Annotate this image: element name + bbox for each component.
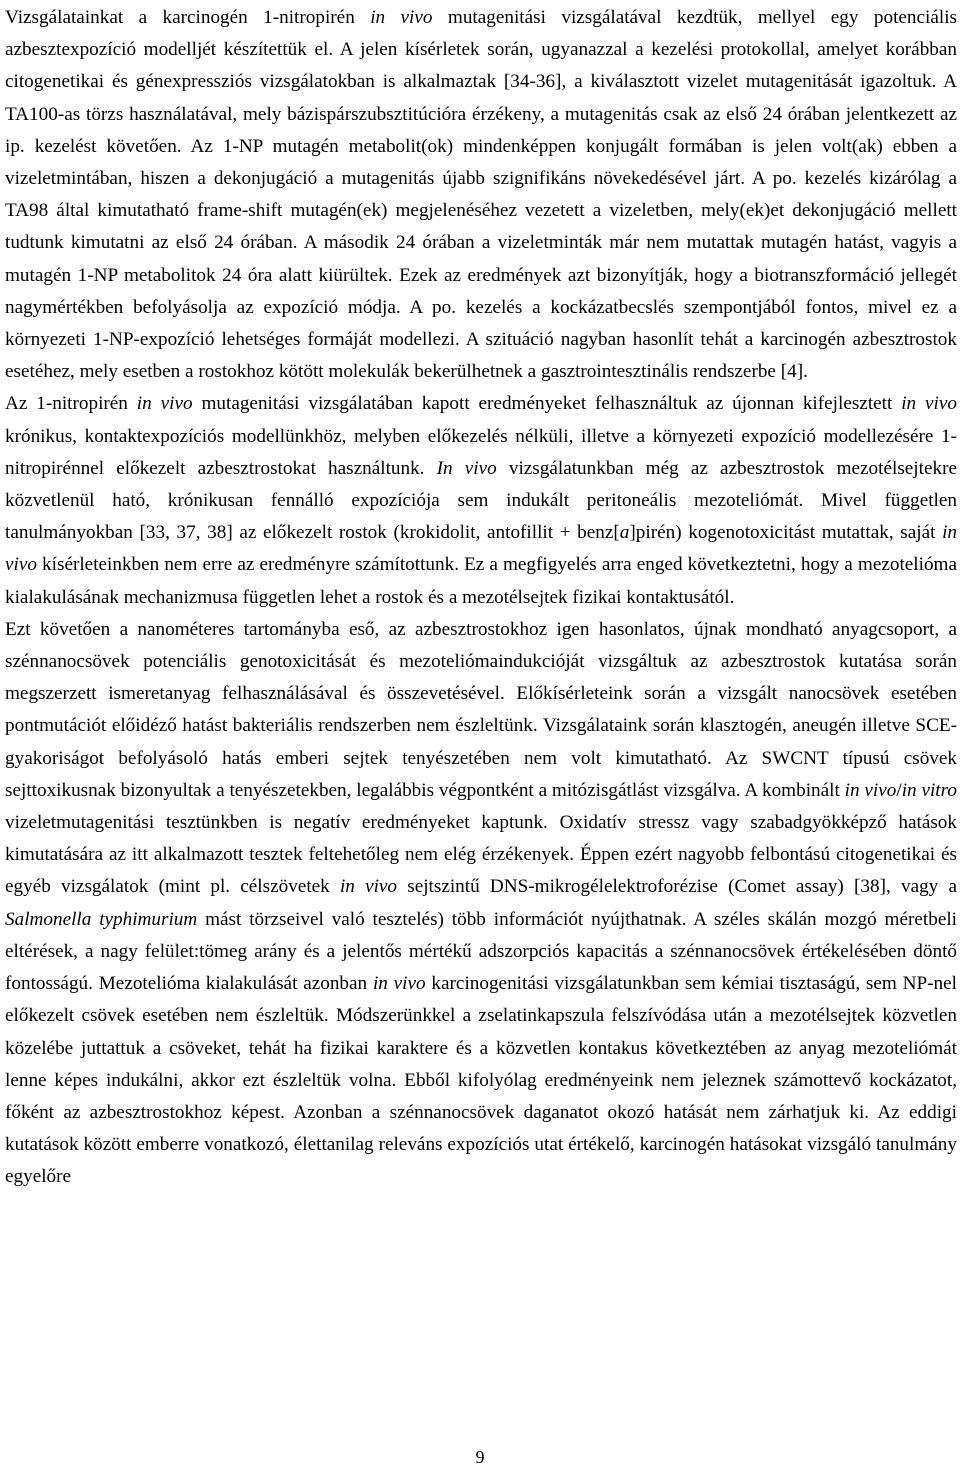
paragraph-1 [5, 0, 957, 388]
italic-text-run: Salmonella typhimurium [5, 908, 198, 930]
text-run: / [896, 779, 902, 801]
italic-text-run: in vivo [901, 393, 957, 415]
italic-text-run: In vivo [436, 457, 497, 479]
text-run: krónikus, kontaktexpozíciós modellünkhöz, melyben előkezelés nélküli, illetve a környezeti expozíció modellezésére 1-nitropirénnel előkezelt azbesztrostokat használtunk. [5, 425, 957, 479]
text-run: mást törzseivel való tesztelés) több információt nyújthatnak. A széles skálán mozgó méretbeli eltérések, a nagy felület:tömeg arány és a jelentős mértékű adszorpciós kapacitás a szénnanocsövek értékelésében döntő fontosságú. Mezotelióma kialakulását azonban [5, 908, 957, 995]
document-body [5, 0, 957, 1194]
page-number: 9 [475, 1447, 485, 1467]
italic-text-run: a [619, 522, 630, 544]
text-run: mutagenitási vizsgálatában kapott eredményeket felhasználtuk az újonnan kifejlesztett [192, 393, 902, 415]
text-run: ]pirén) kogenotoxicitást mutattak, saját [629, 522, 943, 544]
text-run: Vizsgálatainkat a karcinogén 1-nitropirén [5, 7, 371, 28]
text-run: vizsgálatunkban még az azbesztrostok mezotélsejtekre közvetlenül ható, krónikusan fennálló expozíciója sem indukált peritoneális mezoteliómát. Mivel független tanulmányokban [33, 37, 38] az előkezelt rostok (krokidolit, antofillit + benz[ [5, 457, 957, 544]
italic-text-run: in vivo [136, 393, 193, 415]
text-run: sejtszintű DNS-mikrogélelektroforézise (Comet assay) [38], vagy a [397, 876, 957, 898]
text-run: Az 1-nitropirén [5, 393, 137, 415]
italic-text-run: in vivo [370, 7, 433, 28]
text-run: mutagenitási vizsgálatával kezdtük, mellyel egy potenciális azbesztexpozíció modelljét készítettük el. A jelen kísérletek során, ugyanazzal a kezelési protokollal, amelyet korábban citogenetikai és génexpressziós vizsgálatokban is alkalmaztak [34-36], a kiválasztott vizelet mutagenitását igazoltuk. A TA100-as törzs használatával, mely bázispárszubsztitúcióra érzékeny, a mutagenitás csak az első 24 órában jelentkezett az ip. kezelést követően. Az 1-NP mutagén metabolit(ok) mindenképpen konjugált formában is jelen volt(ak) ebben a vizeletmintában, hiszen a dekonjugáció a mutagenitás újabb szignifikáns növekedésével járt. A po. kezelés kizárólag a TA98 által kimutatható frame-shift mutagén(ek) megjelenéséhez vezetett a vizeletben, mely(ek)et dekonjugáció mellett tudtunk kimutatni az első 24 órában. A második 24 órában a vizeletminták már nem mutattak mutagén hatást, vagyis a mutagén 1-NP metabolitok 24 óra alatt kiürültek. Ezek az eredmények azt bizonyítják, hogy a biotranszformáció jellegét nagymértékben befolyásolja az expozíció módja. A po. kezelés a kockázatbecslés szempontjából fontos, mivel ez a környezeti 1-NP-expozíció lehetséges formáját modellezi. A szituáció nagyban hasonlít tehát a karcinogén azbesztrostok esetéhez, mely esetben a rostokhoz kötött molekulák bekerülhetnek a gasztrointesztinális rendszerbe [4]. [5, 7, 958, 383]
italic-text-run: in vivo [372, 973, 426, 995]
text-run: vizeletmutagenitási tesztünkben is negatív eredményeket kaptunk. Oxidatív stressz vagy szabadgyökképző hatások kimutatására az itt alkalmazott tesztek feltehetőleg nem elég érzékenyek. Éppen ezért nagyobb felbontású citogenetikai és egyéb vizsgálatok (mint pl. célszövetek [5, 812, 957, 898]
paragraph-2 [5, 388, 957, 613]
paragraph-3 [5, 614, 957, 1194]
italic-text-run: in vivo [844, 779, 897, 801]
italic-text-run: in vivo [339, 876, 398, 898]
text-run: kísérleteinkben nem erre az eredményre számítottunk. Ez a megfigyelés arra enged következtetni, hogy a mezotelióma kialakulásának mechanizmusa független lehet a rostok és a mezotélsejtek fizikai kontaktusától. [5, 554, 957, 608]
italic-text-run: in vitro [901, 779, 957, 801]
italic-text-run: in vivo [5, 522, 957, 576]
text-run: karcinogenitási vizsgálatunkban sem kémiai tisztaságú, sem NP-nel előkezelt csövek esetében nem észleltük. Módszerünkkel a zselatinkapszula felszívódása után a mezotélsejtek közvetlen közelébe juttattuk a csöveket, tehát ha fizikai karaktere és a közvetlen kontakus következtében az anyag mezoteliómát lenne képes indukálni, akkor ezt észleltük volna. Ebből kifolyólag eredményeink nem jeleznek számottevő kockázatot, főként az azbesztrostokhoz képest. Azonban a szénnanocsövek daganatot okozó hatását nem zárhatjuk ki. Az eddigi kutatások között emberre vonatkozó, élettanilag releváns expozíciós utat értékelő, karcinogén hatásokat vizsgáló tanulmány egyelőre [5, 973, 957, 1188]
text-run: Ezt követően a nanométeres tartományba eső, az azbesztrostokhoz igen hasonlatos, újnak mondható anyagcsoport, a szénnanocsövek potenciális genotoxicitását és mezoteliómaindukcióját vizsgáltuk az azbesztrostok kutatása során megszerzett ismeretanyag felhasználásával és összevetésével. Előkísérleteink során a vizsgált nanocsövek esetében pontmutációt előidéző hatást bakteriális rendszerben nem észleltünk. Vizsgálataink során klasztogén, aneugén illetve SCE-gyakoriságot befolyásoló hatás emberi sejtek tenyészetében nem volt kimutatható. Az SWCNT típusú csövek sejttoxikusnak bizonyultak a tenyészetekben, legalábbis végpontként a mitózisgátlást vizsgálva. A kombinált [5, 618, 957, 801]
